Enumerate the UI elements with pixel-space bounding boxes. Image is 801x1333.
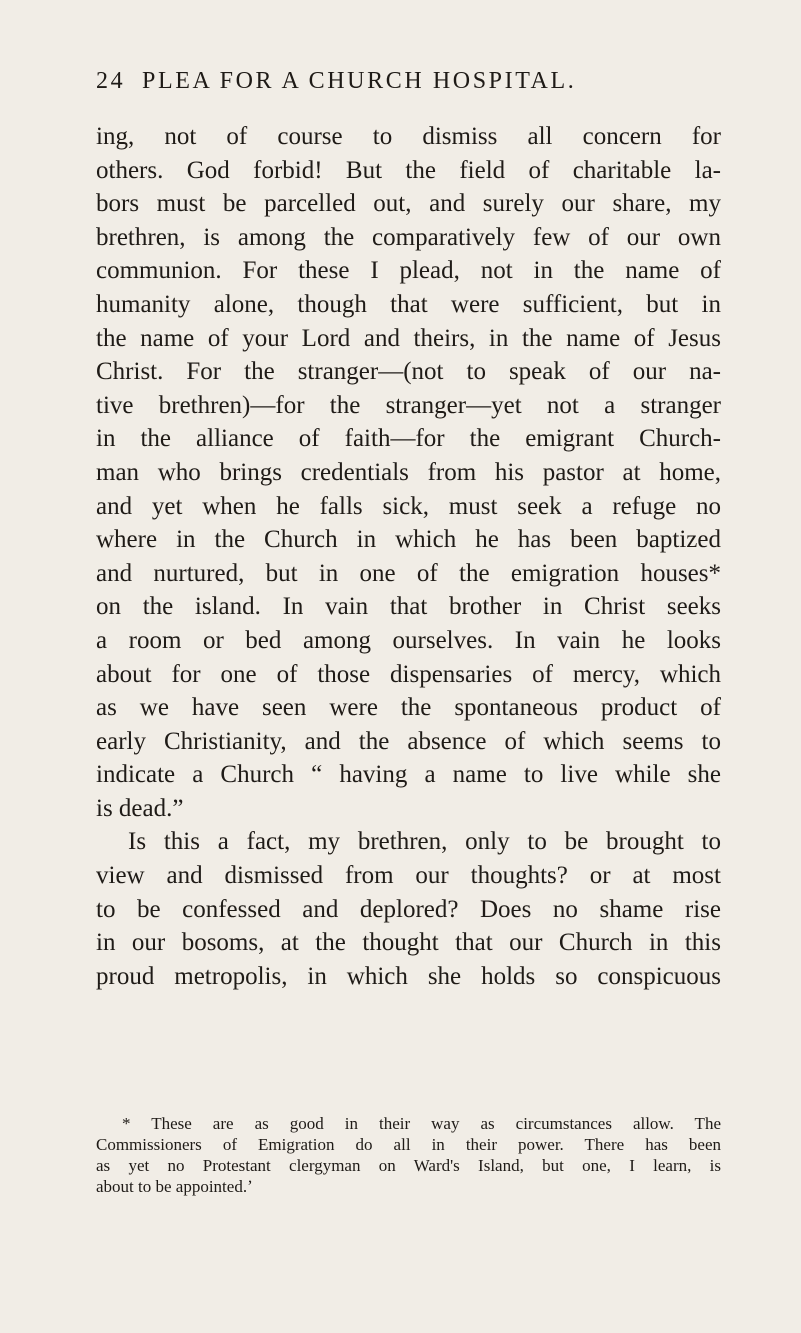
text-line: tive brethren)—for the stranger—yet not a stranger xyxy=(96,391,721,419)
text-line: the name of your Lord and theirs, in the name of Jesus xyxy=(96,324,721,352)
text-line: humanity alone, though that were sufficient, but in xyxy=(96,290,721,318)
footnote-line: * These are as good in their way as circumstances allow. The xyxy=(122,1114,721,1133)
text-line: and yet when he falls sick, must seek a refuge no xyxy=(96,492,721,520)
text-line: in our bosoms, at the thought that our Church in this xyxy=(96,929,721,957)
text-line: in the alliance of faith—for the emigrant Church- xyxy=(96,425,721,453)
text-line: a room or bed among ourselves. In vain he looks xyxy=(96,626,721,654)
page-number: 24 xyxy=(96,68,126,94)
footnote-line: as yet no Protestant clergyman on Ward's Island, but one, I learn, is xyxy=(96,1156,721,1175)
text-line: and nurtured, but in one of the emigration houses* xyxy=(96,559,721,587)
text-line: ing, not of course to dismiss all concern for xyxy=(96,123,721,150)
body-text xyxy=(96,120,721,993)
text-line: view and dismissed from our thoughts? or at most xyxy=(96,862,721,890)
text-line: where in the Church in which he has been baptized xyxy=(96,526,721,554)
text-line: to be confessed and deplored? Does no shame rise xyxy=(96,895,721,923)
text-line: proud metropolis, in which she holds so conspicuous xyxy=(96,962,721,990)
text-line: Christ. For the stranger—(not to speak of our na- xyxy=(96,358,721,386)
footnote xyxy=(96,1113,721,1197)
footnote-line: Commissioners of Emigration do all in their power. There has been xyxy=(96,1135,721,1154)
paragraph-end-line: is dead.” xyxy=(96,794,184,822)
text-line: as we have seen were the spontaneous product of xyxy=(96,694,721,722)
text-line: about for one of those dispensaries of mercy, which xyxy=(96,660,721,688)
running-head-title: PLEA FOR A CHURCH HOSPITAL. xyxy=(142,68,577,94)
text-line: indicate a Church “ having a name to live while she xyxy=(96,761,721,789)
text-line: on the island. In vain that brother in Christ seeks xyxy=(96,593,721,621)
running-head xyxy=(96,68,716,95)
footnote-line: about to be appointed.ʼ xyxy=(96,1177,253,1196)
text-line: early Christianity, and the absence of which seems to xyxy=(96,727,721,755)
paragraph-start-line: Is this a fact, my brethren, only to be brought to xyxy=(128,828,721,856)
text-line: brethren, is among the comparatively few of our own xyxy=(96,223,721,251)
text-line: bors must be parcelled out, and surely our share, my xyxy=(96,190,721,218)
text-line: communion. For these I plead, not in the name of xyxy=(96,257,721,285)
text-line: man who brings credentials from his pastor at home, xyxy=(96,458,721,486)
text-line: others. God forbid! But the field of charitable la- xyxy=(96,156,721,184)
